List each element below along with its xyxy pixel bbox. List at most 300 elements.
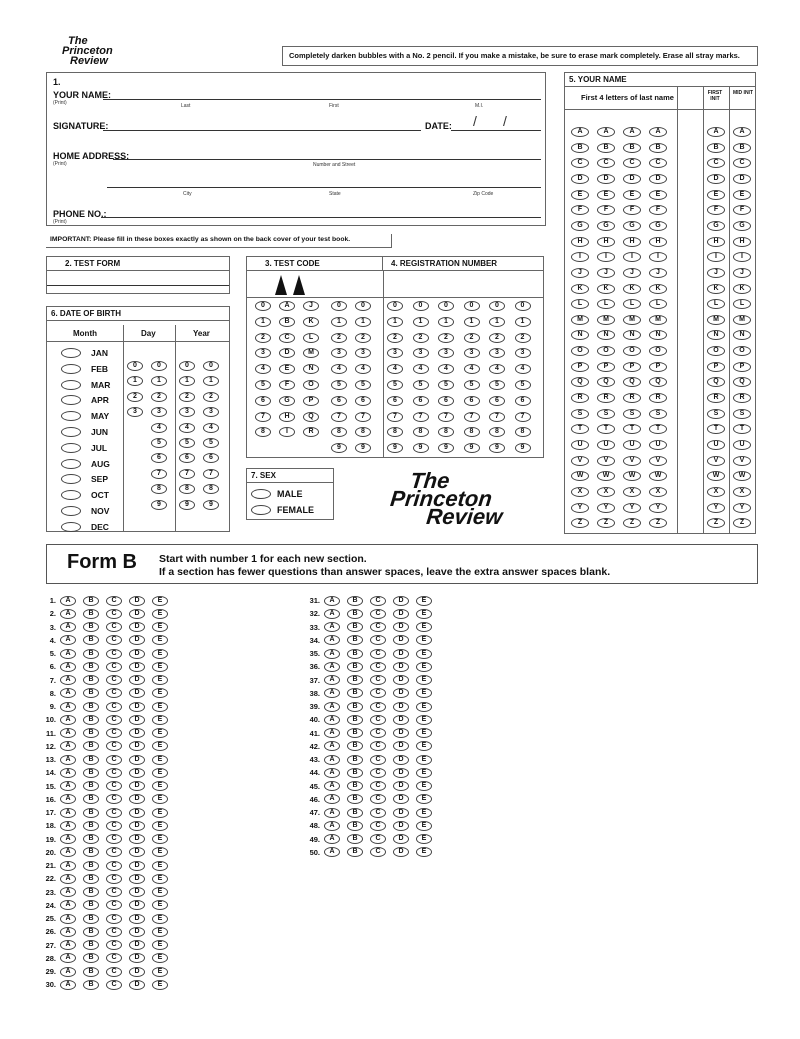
sex-female-row[interactable]: [251, 505, 314, 515]
answer-bubble[interactable]: D: [129, 596, 145, 606]
registration-digit-bubble[interactable]: 9: [413, 443, 429, 453]
answer-bubble[interactable]: C: [370, 675, 386, 685]
mid-init-bubble[interactable]: U: [733, 440, 751, 450]
registration-digit-bubble[interactable]: 5: [489, 380, 505, 390]
answer-bubble[interactable]: D: [129, 781, 145, 791]
answer-bubble[interactable]: C: [106, 821, 122, 831]
answer-bubble[interactable]: A: [60, 675, 76, 685]
answer-bubble[interactable]: D: [129, 953, 145, 963]
registration-digit-bubble[interactable]: 6: [515, 396, 531, 406]
answer-bubble[interactable]: E: [152, 967, 168, 977]
last-name-letter-bubble[interactable]: U: [571, 440, 589, 450]
mid-init-bubble[interactable]: V: [733, 456, 751, 466]
last-name-letter-bubble[interactable]: V: [571, 456, 589, 466]
registration-digit-bubble[interactable]: 9: [387, 443, 403, 453]
answer-bubble[interactable]: C: [370, 662, 386, 672]
month-bubble[interactable]: [61, 395, 81, 405]
month-bubble[interactable]: [61, 427, 81, 437]
first-init-bubble[interactable]: Y: [707, 503, 725, 513]
year-tens-bubble[interactable]: 7: [179, 469, 195, 479]
answer-bubble[interactable]: B: [347, 635, 363, 645]
answer-bubble[interactable]: C: [370, 834, 386, 844]
answer-bubble[interactable]: B: [83, 622, 99, 632]
test-code-letter-bubble[interactable]: K: [303, 317, 319, 327]
year-ones-bubble[interactable]: 2: [203, 392, 219, 402]
last-name-letter-bubble[interactable]: I: [597, 252, 615, 262]
answer-bubble[interactable]: D: [129, 874, 145, 884]
test-code-letter-bubble[interactable]: B: [279, 317, 295, 327]
answer-bubble[interactable]: B: [347, 649, 363, 659]
registration-digit-bubble[interactable]: 4: [438, 364, 454, 374]
registration-digit-bubble[interactable]: 2: [515, 333, 531, 343]
answer-bubble[interactable]: E: [152, 874, 168, 884]
test-code-letter-bubble[interactable]: E: [279, 364, 295, 374]
last-name-letter-bubble[interactable]: U: [649, 440, 667, 450]
mid-init-bubble[interactable]: A: [733, 127, 751, 137]
answer-bubble[interactable]: C: [370, 715, 386, 725]
last-name-letter-bubble[interactable]: X: [623, 487, 641, 497]
last-name-letter-bubble[interactable]: J: [623, 268, 641, 278]
answer-bubble[interactable]: D: [129, 728, 145, 738]
year-ones-bubble[interactable]: 0: [203, 361, 219, 371]
last-name-letter-bubble[interactable]: F: [623, 205, 641, 215]
answer-bubble[interactable]: E: [416, 596, 432, 606]
year-tens-bubble[interactable]: 0: [179, 361, 195, 371]
answer-bubble[interactable]: A: [324, 741, 340, 751]
last-name-letter-bubble[interactable]: L: [623, 299, 641, 309]
last-name-letter-bubble[interactable]: R: [623, 393, 641, 403]
name-line[interactable]: [103, 99, 541, 100]
answer-bubble[interactable]: B: [347, 821, 363, 831]
answer-bubble[interactable]: B: [83, 755, 99, 765]
registration-digit-bubble[interactable]: 6: [413, 396, 429, 406]
year-ones-bubble[interactable]: 5: [203, 438, 219, 448]
first-init-bubble[interactable]: D: [707, 174, 725, 184]
last-name-letter-bubble[interactable]: A: [571, 127, 589, 137]
last-name-letter-bubble[interactable]: B: [571, 143, 589, 153]
answer-bubble[interactable]: D: [393, 596, 409, 606]
mid-init-bubble[interactable]: L: [733, 299, 751, 309]
answer-bubble[interactable]: D: [129, 715, 145, 725]
answer-bubble[interactable]: E: [152, 649, 168, 659]
answer-bubble[interactable]: B: [83, 596, 99, 606]
answer-bubble[interactable]: E: [416, 688, 432, 698]
answer-bubble[interactable]: D: [129, 768, 145, 778]
answer-bubble[interactable]: E: [416, 662, 432, 672]
answer-bubble[interactable]: D: [129, 609, 145, 619]
registration-digit-bubble[interactable]: 3: [464, 348, 480, 358]
answer-bubble[interactable]: C: [106, 847, 122, 857]
first-init-bubble[interactable]: A: [707, 127, 725, 137]
answer-bubble[interactable]: E: [152, 980, 168, 990]
last-name-letter-bubble[interactable]: L: [571, 299, 589, 309]
answer-bubble[interactable]: A: [324, 662, 340, 672]
registration-digit-bubble[interactable]: 4: [489, 364, 505, 374]
month-row[interactable]: [61, 408, 109, 424]
last-name-letter-bubble[interactable]: Q: [649, 377, 667, 387]
last-name-letter-bubble[interactable]: R: [649, 393, 667, 403]
mid-init-bubble[interactable]: P: [733, 362, 751, 372]
registration-digit-bubble[interactable]: 0: [464, 301, 480, 311]
answer-bubble[interactable]: C: [370, 847, 386, 857]
answer-bubble[interactable]: E: [152, 821, 168, 831]
answer-bubble[interactable]: B: [83, 662, 99, 672]
answer-bubble[interactable]: C: [106, 755, 122, 765]
answer-bubble[interactable]: E: [152, 768, 168, 778]
month-bubble[interactable]: [61, 348, 81, 358]
mid-init-bubble[interactable]: X: [733, 487, 751, 497]
test-code-digit-bubble[interactable]: 3: [355, 348, 371, 358]
answer-bubble[interactable]: D: [393, 728, 409, 738]
last-name-letter-bubble[interactable]: O: [623, 346, 641, 356]
last-name-letter-bubble[interactable]: G: [649, 221, 667, 231]
last-name-letter-bubble[interactable]: C: [623, 158, 641, 168]
registration-digit-bubble[interactable]: 8: [464, 427, 480, 437]
answer-bubble[interactable]: B: [347, 596, 363, 606]
answer-bubble[interactable]: E: [416, 847, 432, 857]
answer-bubble[interactable]: E: [416, 609, 432, 619]
answer-bubble[interactable]: E: [152, 675, 168, 685]
answer-bubble[interactable]: A: [324, 715, 340, 725]
test-code-letter-bubble[interactable]: J: [303, 301, 319, 311]
answer-bubble[interactable]: B: [83, 847, 99, 857]
day-ones-bubble[interactable]: 2: [151, 392, 167, 402]
answer-bubble[interactable]: A: [324, 768, 340, 778]
day-tens-bubble[interactable]: 1: [127, 376, 143, 386]
answer-bubble[interactable]: E: [152, 808, 168, 818]
answer-bubble[interactable]: B: [83, 834, 99, 844]
last-name-letter-bubble[interactable]: B: [649, 143, 667, 153]
month-bubble[interactable]: [61, 522, 81, 532]
month-row[interactable]: [61, 377, 110, 393]
answer-bubble[interactable]: D: [129, 834, 145, 844]
registration-digit-bubble[interactable]: 6: [387, 396, 403, 406]
month-row[interactable]: [61, 361, 108, 377]
registration-digit-bubble[interactable]: 2: [464, 333, 480, 343]
answer-bubble[interactable]: C: [370, 688, 386, 698]
answer-bubble[interactable]: A: [60, 834, 76, 844]
test-code-letter-bubble[interactable]: G: [279, 396, 295, 406]
male-bubble[interactable]: [251, 489, 271, 499]
registration-digit-bubble[interactable]: 1: [515, 317, 531, 327]
month-row[interactable]: [61, 456, 110, 472]
answer-bubble[interactable]: C: [106, 635, 122, 645]
registration-digit-bubble[interactable]: 9: [515, 443, 531, 453]
answer-bubble[interactable]: A: [60, 861, 76, 871]
test-code-digit-bubble[interactable]: 7: [355, 412, 371, 422]
last-name-letter-bubble[interactable]: K: [649, 284, 667, 294]
answer-bubble[interactable]: A: [60, 953, 76, 963]
answer-bubble[interactable]: C: [106, 596, 122, 606]
year-ones-bubble[interactable]: 1: [203, 376, 219, 386]
day-tens-bubble[interactable]: 3: [127, 407, 143, 417]
test-code-digit-bubble[interactable]: 4: [331, 364, 347, 374]
answer-bubble[interactable]: E: [152, 887, 168, 897]
answer-bubble[interactable]: C: [106, 662, 122, 672]
last-name-letter-bubble[interactable]: C: [649, 158, 667, 168]
registration-digit-bubble[interactable]: 6: [438, 396, 454, 406]
registration-digit-bubble[interactable]: 5: [438, 380, 454, 390]
test-code-letter-bubble[interactable]: F: [279, 380, 295, 390]
answer-bubble[interactable]: C: [106, 688, 122, 698]
day-ones-bubble[interactable]: 4: [151, 423, 167, 433]
month-row[interactable]: [61, 519, 109, 535]
answer-bubble[interactable]: D: [393, 688, 409, 698]
answer-bubble[interactable]: B: [347, 728, 363, 738]
answer-bubble[interactable]: C: [106, 675, 122, 685]
last-name-letter-bubble[interactable]: V: [623, 456, 641, 466]
answer-bubble[interactable]: D: [129, 688, 145, 698]
last-name-letter-bubble[interactable]: I: [649, 252, 667, 262]
registration-digit-bubble[interactable]: 7: [387, 412, 403, 422]
mid-init-bubble[interactable]: O: [733, 346, 751, 356]
answer-bubble[interactable]: C: [106, 715, 122, 725]
street-line[interactable]: [113, 159, 541, 160]
last-name-letter-bubble[interactable]: H: [597, 237, 615, 247]
answer-bubble[interactable]: A: [60, 914, 76, 924]
first-init-bubble[interactable]: B: [707, 143, 725, 153]
last-name-letter-bubble[interactable]: R: [571, 393, 589, 403]
mid-init-bubble[interactable]: B: [733, 143, 751, 153]
registration-digit-bubble[interactable]: 7: [413, 412, 429, 422]
day-ones-bubble[interactable]: 8: [151, 484, 167, 494]
answer-bubble[interactable]: D: [129, 675, 145, 685]
phone-line[interactable]: [101, 217, 541, 218]
last-name-letter-bubble[interactable]: Y: [597, 503, 615, 513]
test-code-digit-bubble[interactable]: 3: [331, 348, 347, 358]
last-name-letter-bubble[interactable]: B: [623, 143, 641, 153]
answer-bubble[interactable]: E: [416, 649, 432, 659]
answer-bubble[interactable]: B: [83, 675, 99, 685]
answer-bubble[interactable]: D: [129, 622, 145, 632]
last-name-letter-bubble[interactable]: O: [597, 346, 615, 356]
year-tens-bubble[interactable]: 3: [179, 407, 195, 417]
month-bubble[interactable]: [61, 490, 81, 500]
test-code-digit-bubble[interactable]: 4: [255, 364, 271, 374]
last-name-letter-bubble[interactable]: D: [597, 174, 615, 184]
registration-digit-bubble[interactable]: 2: [489, 333, 505, 343]
answer-bubble[interactable]: C: [106, 940, 122, 950]
answer-bubble[interactable]: C: [106, 967, 122, 977]
first-init-bubble[interactable]: W: [707, 471, 725, 481]
last-name-letter-bubble[interactable]: X: [649, 487, 667, 497]
last-name-letter-bubble[interactable]: V: [649, 456, 667, 466]
test-code-digit-bubble[interactable]: 6: [331, 396, 347, 406]
first-init-bubble[interactable]: L: [707, 299, 725, 309]
answer-bubble[interactable]: B: [83, 702, 99, 712]
answer-bubble[interactable]: E: [152, 662, 168, 672]
answer-bubble[interactable]: C: [370, 781, 386, 791]
answer-bubble[interactable]: C: [106, 794, 122, 804]
last-name-letter-bubble[interactable]: K: [571, 284, 589, 294]
first-init-bubble[interactable]: F: [707, 205, 725, 215]
answer-bubble[interactable]: B: [83, 927, 99, 937]
answer-bubble[interactable]: C: [370, 635, 386, 645]
answer-bubble[interactable]: A: [324, 635, 340, 645]
registration-digit-bubble[interactable]: 0: [438, 301, 454, 311]
answer-bubble[interactable]: B: [83, 874, 99, 884]
mid-init-bubble[interactable]: F: [733, 205, 751, 215]
answer-bubble[interactable]: B: [83, 953, 99, 963]
answer-bubble[interactable]: B: [347, 794, 363, 804]
answer-bubble[interactable]: C: [106, 927, 122, 937]
answer-bubble[interactable]: B: [347, 768, 363, 778]
first-init-bubble[interactable]: U: [707, 440, 725, 450]
last-name-letter-bubble[interactable]: C: [571, 158, 589, 168]
answer-bubble[interactable]: A: [324, 622, 340, 632]
last-name-letter-bubble[interactable]: J: [571, 268, 589, 278]
day-ones-bubble[interactable]: 3: [151, 407, 167, 417]
registration-digit-bubble[interactable]: 4: [413, 364, 429, 374]
registration-digit-bubble[interactable]: 4: [387, 364, 403, 374]
first-init-bubble[interactable]: O: [707, 346, 725, 356]
last-name-letter-bubble[interactable]: S: [597, 409, 615, 419]
answer-bubble[interactable]: A: [324, 755, 340, 765]
test-code-digit-bubble[interactable]: 5: [255, 380, 271, 390]
answer-bubble[interactable]: C: [370, 702, 386, 712]
last-name-letter-bubble[interactable]: L: [649, 299, 667, 309]
answer-bubble[interactable]: E: [152, 794, 168, 804]
answer-bubble[interactable]: D: [129, 808, 145, 818]
answer-bubble[interactable]: C: [106, 874, 122, 884]
last-name-letter-bubble[interactable]: M: [571, 315, 589, 325]
test-code-digit-bubble[interactable]: 8: [355, 427, 371, 437]
answer-bubble[interactable]: D: [393, 609, 409, 619]
answer-bubble[interactable]: B: [83, 821, 99, 831]
last-name-letter-bubble[interactable]: J: [649, 268, 667, 278]
registration-digit-bubble[interactable]: 2: [387, 333, 403, 343]
answer-bubble[interactable]: B: [83, 635, 99, 645]
last-name-letter-bubble[interactable]: Y: [649, 503, 667, 513]
answer-bubble[interactable]: E: [152, 914, 168, 924]
test-code-digit-bubble[interactable]: 7: [255, 412, 271, 422]
registration-digit-bubble[interactable]: 0: [413, 301, 429, 311]
year-tens-bubble[interactable]: 8: [179, 484, 195, 494]
month-bubble[interactable]: [61, 506, 81, 516]
answer-bubble[interactable]: B: [347, 662, 363, 672]
month-row[interactable]: [61, 440, 107, 456]
mid-init-bubble[interactable]: S: [733, 409, 751, 419]
last-name-letter-bubble[interactable]: P: [571, 362, 589, 372]
first-init-bubble[interactable]: I: [707, 252, 725, 262]
last-name-letter-bubble[interactable]: X: [571, 487, 589, 497]
answer-bubble[interactable]: C: [106, 622, 122, 632]
answer-bubble[interactable]: C: [106, 768, 122, 778]
answer-bubble[interactable]: E: [416, 728, 432, 738]
answer-bubble[interactable]: A: [60, 702, 76, 712]
last-name-letter-bubble[interactable]: Y: [571, 503, 589, 513]
answer-bubble[interactable]: B: [83, 741, 99, 751]
last-name-letter-bubble[interactable]: R: [597, 393, 615, 403]
last-name-letter-bubble[interactable]: Z: [597, 518, 615, 528]
last-name-letter-bubble[interactable]: T: [597, 424, 615, 434]
answer-bubble[interactable]: E: [152, 755, 168, 765]
last-name-letter-bubble[interactable]: M: [649, 315, 667, 325]
test-code-letter-bubble[interactable]: O: [303, 380, 319, 390]
test-code-digit-bubble[interactable]: 0: [255, 301, 271, 311]
answer-bubble[interactable]: E: [152, 861, 168, 871]
test-code-letter-bubble[interactable]: M: [303, 348, 319, 358]
answer-bubble[interactable]: B: [83, 861, 99, 871]
registration-digit-bubble[interactable]: 1: [413, 317, 429, 327]
test-code-digit-bubble[interactable]: 8: [255, 427, 271, 437]
answer-bubble[interactable]: E: [152, 940, 168, 950]
answer-bubble[interactable]: E: [152, 622, 168, 632]
last-name-letter-bubble[interactable]: G: [623, 221, 641, 231]
test-code-letter-bubble[interactable]: P: [303, 396, 319, 406]
registration-digit-bubble[interactable]: 8: [438, 427, 454, 437]
answer-bubble[interactable]: B: [347, 609, 363, 619]
last-name-letter-bubble[interactable]: E: [597, 190, 615, 200]
last-name-letter-bubble[interactable]: F: [597, 205, 615, 215]
answer-bubble[interactable]: A: [60, 940, 76, 950]
answer-bubble[interactable]: B: [83, 967, 99, 977]
month-row[interactable]: [61, 471, 108, 487]
mid-init-bubble[interactable]: W: [733, 471, 751, 481]
answer-bubble[interactable]: B: [347, 622, 363, 632]
answer-bubble[interactable]: D: [129, 980, 145, 990]
year-ones-bubble[interactable]: 6: [203, 453, 219, 463]
answer-bubble[interactable]: D: [393, 755, 409, 765]
answer-bubble[interactable]: D: [393, 702, 409, 712]
answer-bubble[interactable]: A: [60, 874, 76, 884]
last-name-letter-bubble[interactable]: A: [623, 127, 641, 137]
answer-bubble[interactable]: E: [152, 596, 168, 606]
year-tens-bubble[interactable]: 2: [179, 392, 195, 402]
answer-bubble[interactable]: C: [370, 609, 386, 619]
test-code-digit-bubble[interactable]: 2: [331, 333, 347, 343]
registration-digit-bubble[interactable]: 5: [515, 380, 531, 390]
first-init-bubble[interactable]: N: [707, 330, 725, 340]
month-bubble[interactable]: [61, 364, 81, 374]
answer-bubble[interactable]: A: [60, 715, 76, 725]
test-code-digit-bubble[interactable]: 9: [331, 443, 347, 453]
signature-line[interactable]: [103, 130, 421, 131]
year-ones-bubble[interactable]: 7: [203, 469, 219, 479]
answer-bubble[interactable]: B: [347, 834, 363, 844]
year-ones-bubble[interactable]: 4: [203, 423, 219, 433]
registration-digit-bubble[interactable]: 1: [438, 317, 454, 327]
registration-digit-bubble[interactable]: 5: [387, 380, 403, 390]
answer-bubble[interactable]: C: [106, 980, 122, 990]
answer-bubble[interactable]: D: [129, 649, 145, 659]
first-init-bubble[interactable]: M: [707, 315, 725, 325]
answer-bubble[interactable]: A: [60, 649, 76, 659]
registration-digit-bubble[interactable]: 9: [438, 443, 454, 453]
last-name-letter-bubble[interactable]: P: [597, 362, 615, 372]
day-ones-bubble[interactable]: 9: [151, 500, 167, 510]
answer-bubble[interactable]: A: [324, 609, 340, 619]
answer-bubble[interactable]: A: [60, 808, 76, 818]
answer-bubble[interactable]: B: [83, 649, 99, 659]
registration-digit-bubble[interactable]: 4: [515, 364, 531, 374]
last-name-letter-bubble[interactable]: S: [571, 409, 589, 419]
last-name-letter-bubble[interactable]: U: [597, 440, 615, 450]
last-name-letter-bubble[interactable]: E: [571, 190, 589, 200]
last-name-letter-bubble[interactable]: Y: [623, 503, 641, 513]
last-name-letter-bubble[interactable]: A: [597, 127, 615, 137]
test-code-letter-bubble[interactable]: Q: [303, 412, 319, 422]
sex-male-row[interactable]: [251, 489, 303, 499]
last-name-letter-bubble[interactable]: Z: [623, 518, 641, 528]
year-tens-bubble[interactable]: 6: [179, 453, 195, 463]
registration-digit-bubble[interactable]: 5: [413, 380, 429, 390]
answer-bubble[interactable]: A: [60, 635, 76, 645]
registration-digit-bubble[interactable]: 0: [489, 301, 505, 311]
registration-digit-bubble[interactable]: 6: [464, 396, 480, 406]
answer-bubble[interactable]: B: [347, 715, 363, 725]
year-tens-bubble[interactable]: 4: [179, 423, 195, 433]
